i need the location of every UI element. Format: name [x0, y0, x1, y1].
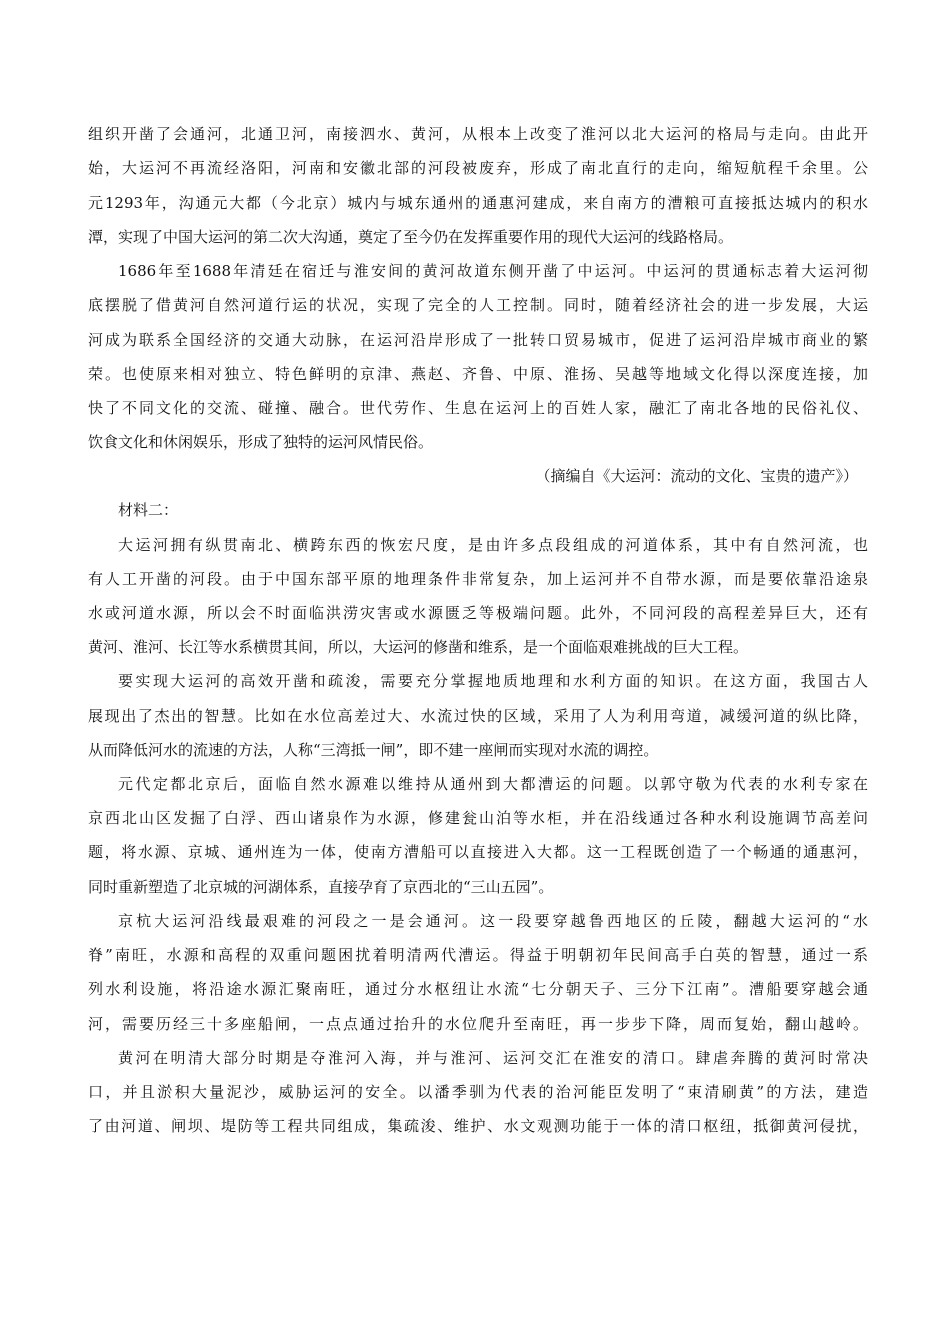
text-line: 要实现大运河的高效开凿和疏浚，需要充分掌握地质地理和水利方面的知识。在这方面，我国古人: [118, 672, 868, 690]
text-line: 1686年至1688年清廷在宿迁与淮安间的黄河故道东侧开凿了中运河。中运河的贯通标志着大运河彻: [118, 262, 868, 280]
text-line: 大运河拥有纵贯南北、横跨东西的恢宏尺度，是由许多点段组成的河道体系，其中有自然河流，也: [118, 536, 868, 554]
text-line: 口，并且淤积大量泥沙，威胁运河的安全。以潘季驯为代表的治河能臣发明了“束清刷黄”的方法，建造: [88, 1083, 868, 1101]
text-line: 元1293年，沟通元大都（今北京）城内与城东通州的通惠河建成，来自南方的漕粮可直接抵达城内的积水: [88, 194, 868, 212]
text-line: 从而降低河水的流速的方法，人称“三湾抵一闸”，即不建一座闸而实现对水流的调控。: [88, 741, 659, 759]
text-line: 题，将水源、京城、通州连为一体，使南方漕船可以直接进入大都。这一工程既创造了一个畅通的通惠河，: [88, 843, 868, 861]
text-line: 元代定都北京后，面临自然水源难以维持从通州到大都漕运的问题。以郭守敬为代表的水利专家在: [118, 775, 868, 793]
text-line: 京杭大运河沿线最艰难的河段之一是会通河。这一段要穿越鲁西地区的丘陵，翻越大运河的“水: [118, 912, 868, 930]
text-line: 列水利设施，将沿途水源汇聚南旺，通过分水枢纽让水流“七分朝天子、三分下江南”。漕船要穿越会通: [88, 980, 868, 998]
text-line: 河成为联系全国经济的交通大动脉，在运河沿岸形成了一批转口贸易城市，促进了运河沿岸城市商业的繁: [88, 331, 868, 349]
citation: （摘编自《大运河：流动的文化、宝贵的遗产》）: [535, 467, 858, 485]
section-heading: 材料二：: [118, 501, 179, 519]
text-line: 脊”南旺，水源和高程的双重问题困扰着明清两代漕运。得益于明朝初年民间高手白英的智慧，通过一系: [88, 946, 868, 964]
text-line: 荣。也使原来相对独立、特色鲜明的京津、燕赵、齐鲁、中原、淮扬、吴越等地域文化得以深度连接，加: [88, 365, 868, 383]
text-line: 展现出了杰出的智慧。比如在水位高差过大、水流过快的区域，采用了人为利用弯道，减缓河道的纵比降，: [88, 707, 868, 725]
text-line: 快了不同文化的交流、碰撞、融合。世代劳作、生息在运河上的百姓人家，融汇了南北各地的民俗礼仪、: [88, 399, 868, 417]
text-line: 黄河、淮河、长江等水系横贯其间，所以，大运河的修凿和维系，是一个面临艰难挑战的巨大工程。: [88, 638, 749, 656]
text-line: 水或河道水源，所以会不时面临洪涝灾害或水源匮乏等极端问题。此外，不同河段的高程差异巨大，还有: [88, 604, 868, 622]
text-line: 饮食文化和休闲娱乐，形成了独特的运河风情民俗。: [88, 433, 434, 451]
text-line: 组织开凿了会通河，北通卫河，南接泗水、黄河，从根本上改变了淮河以北大运河的格局与走向。由此开: [88, 125, 868, 143]
text-line: 有人工开凿的河段。由于中国东部平原的地理条件非常复杂，加上运河并不自带水源，而是要依靠沿途泉: [88, 570, 868, 588]
text-line: 同时重新塑造了北京城的河湖体系，直接孕育了京西北的“三山五园”。: [88, 878, 554, 896]
text-line: 底摆脱了借黄河自然河道行运的状况，实现了完全的人工控制。同时，随着经济社会的进一步发展，大运: [88, 296, 868, 314]
text-line: 了由河道、闸坝、堤防等工程共同组成，集疏浚、维护、水文观测功能于一体的清口枢纽，抵御黄河侵扰，: [88, 1117, 868, 1135]
text-line: 潭，实现了中国大运河的第二次大沟通，奠定了至今仍在发挥重要作用的现代大运河的线路格局。: [88, 228, 734, 246]
text-line: 始，大运河不再流经洛阳，河南和安徽北部的河段被废弃，形成了南北直行的走向，缩短航程千余里。公: [88, 159, 868, 177]
text-line: 河，需要历经三十多座船闸，一点点通过抬升的水位爬升至南旺，再一步步下降，周而复始，翻山越岭。: [88, 1015, 868, 1033]
text-line: 京西北山区发掘了白浮、西山诸泉作为水源，修建瓮山泊等水柜，并在沿线通过各种水利设施调节高差问: [88, 809, 868, 827]
text-line: 黄河在明清大部分时期是夺淮河入海，并与淮河、运河交汇在淮安的清口。肆虐奔腾的黄河时常决: [118, 1049, 868, 1067]
